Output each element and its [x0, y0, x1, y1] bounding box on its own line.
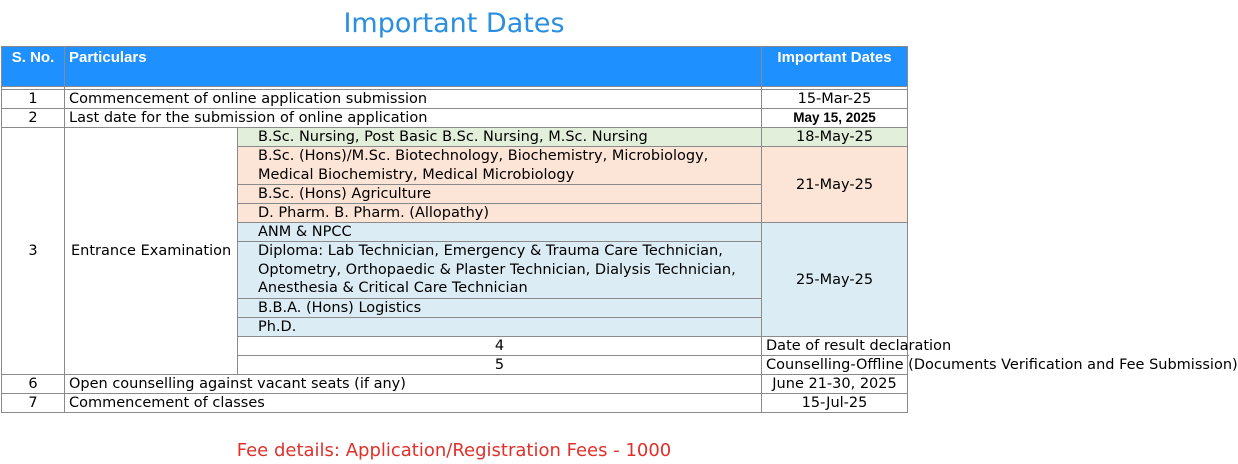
course-item: Ph.D. — [238, 318, 762, 337]
header-important-dates: Important Dates — [762, 47, 908, 87]
table-row — [2, 375, 908, 394]
row-particular: Counselling-Offline (Documents Verification and Fee Submission) — [762, 356, 908, 375]
row-date: June 21-30, 2025 — [762, 375, 908, 394]
row-sno: 7 — [2, 394, 65, 413]
table-row — [2, 394, 908, 413]
row-particular: Date of result declaration — [762, 337, 908, 356]
header-particulars: Particulars — [65, 47, 762, 87]
row-particular: Open counselling against vacant seats (if any) — [65, 375, 762, 394]
entrance-row — [2, 128, 908, 147]
table-row — [2, 109, 908, 128]
header-sno: S. No. — [2, 47, 65, 87]
entrance-label: Entrance Examination — [65, 128, 238, 375]
row-sno: 2 — [2, 109, 65, 128]
row-sno: 4 — [238, 337, 762, 356]
row-date: 15-Jul-25 — [762, 394, 908, 413]
exam-date: 18-May-25 — [762, 128, 908, 147]
course-item: D. Pharm. B. Pharm. (Allopathy) — [238, 204, 762, 223]
course-item: Diploma: Lab Technician, Emergency & Trauma Care Technician, Optometry, Orthopaedic & Plaster Technician, Dialysis Technician, Anesthesia & Critical Care Technician — [238, 242, 762, 299]
row-particular: Commencement of online application submission — [65, 90, 762, 109]
course-item: B.Sc. (Hons) Agriculture — [238, 185, 762, 204]
exam-date: 21-May-25 — [762, 147, 908, 223]
row-sno: 5 — [238, 356, 762, 375]
row-sno: 6 — [2, 375, 65, 394]
course-item: B.B.A. (Hons) Logistics — [238, 299, 762, 318]
table-row — [2, 90, 908, 109]
course-item: ANM & NPCC — [238, 223, 762, 242]
entrance-sno: 3 — [2, 128, 65, 375]
row-date: 15-Mar-25 — [762, 90, 908, 109]
course-item: B.Sc. Nursing, Post Basic B.Sc. Nursing, M.Sc. Nursing — [238, 128, 762, 147]
row-date: May 15, 2025 — [762, 109, 908, 128]
important-dates-table — [1, 46, 1238, 413]
exam-date: 25-May-25 — [762, 223, 908, 337]
table-header-row — [2, 47, 908, 87]
row-particular: Last date for the submission of online application — [65, 109, 762, 128]
page-title: Important Dates — [343, 8, 565, 39]
row-particular: Commencement of classes — [65, 394, 762, 413]
course-item: B.Sc. (Hons)/M.Sc. Biotechnology, Biochemistry, Microbiology, Medical Biochemistry, Medical Microbiology — [238, 147, 762, 185]
row-sno: 1 — [2, 90, 65, 109]
fee-details-note: Fee details: Application/Registration Fees - 1000 — [236, 440, 672, 461]
